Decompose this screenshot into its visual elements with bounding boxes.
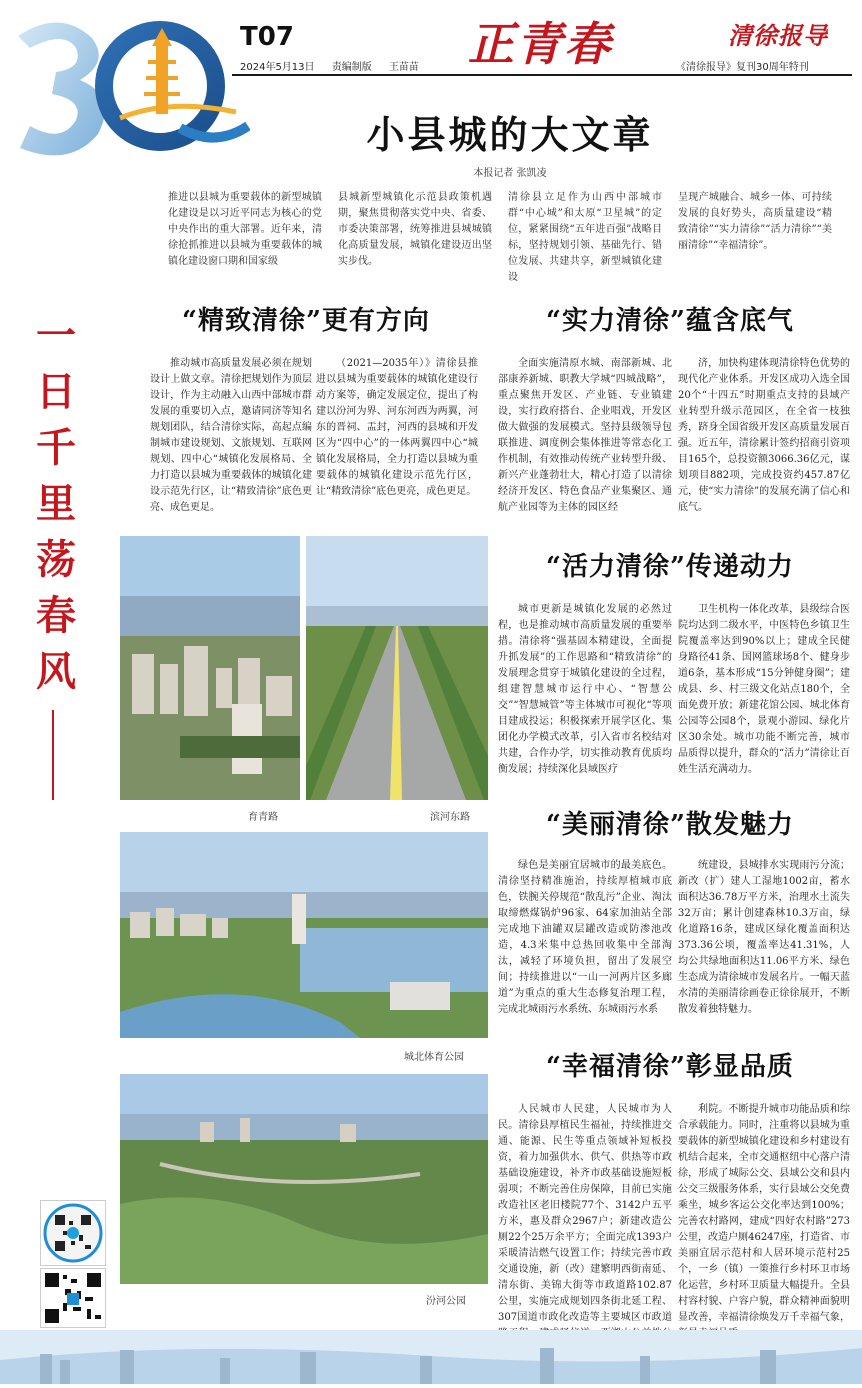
paragraph: （2021—2035年）》清徐县推进以县城为重要载体的城镇化建设行动方案等，确定发展定位，提出了构建以汾河为界、河东河西为两翼，河东的晋祠、盂封，河西的县城和开发区为“四中心”的一体两翼四中心“城镇化发展格局，全力打造以县城为重要载体的城镇化建设示范先行区，让“精致清徐”底色更亮，成色更足。: [316, 358, 478, 497]
side-title-char: 里: [36, 480, 76, 527]
section-title-shili: “实力清徐”蕴含底气: [546, 306, 794, 336]
photo-chengbei-sports-park: [120, 832, 488, 1038]
app-qr-icon[interactable]: [40, 1268, 106, 1328]
caption-photo-2: 滨河东路: [430, 812, 470, 823]
intro-col-1: 推进以县城为重要载体的新型城镇化建设是以习近平同志为核心的党中央作出的重大部署。近年来，清徐抢抓推进以县城为重要载体的城镇化建设窗口期和国家级: [168, 192, 322, 267]
caption-photo-1: 育青路: [248, 812, 278, 823]
editor-name: 王苗苗: [388, 62, 419, 73]
headline: 小县城的大文章: [366, 112, 654, 157]
section-huoli-col-2: [678, 602, 850, 778]
section-title-xingfu: “幸福清徐”彰显品质: [546, 1052, 794, 1082]
paragraph: 城市更新是城镇化发展的必然过程，也是推动城市高质量发展的重要举措。清徐将“强基固本精建设，全面提升抓发展”的工作思路和“精致清徐”的发展理念贯穿于城镇化建设的全过程，组建智慧城市运行中心、“智慧公交”“智慧城管”等主体城市可视化“等项目建成投运；积极探索开展学区化、集团化办学模式改革，引入省市名校结对共建，合作办学，切实推动教育优质均衡发展；持续深化县域医疗: [498, 604, 672, 775]
section-jingzhi-col-1: [150, 356, 312, 516]
section-huoli-col-1: [498, 602, 672, 778]
photo-binhe-east-road: [306, 536, 488, 800]
paragraph: 绿色是美丽宜居城市的最美底色。清徐坚持精准施治，持续厚植城市底色，铁腕关停规范“散乱污”企业、淘汰取缔燃煤锅炉96家、64家加油站全部完成地下油罐双层罐改造或防渗池改造，4.3米集中总热回收集中全部淘汰，减轻了环境负担，留出了发展空间；持续推进以“一山一河两片区多廊道”为重点的重大生态修复治理工程，完成北城雨污水系统、东城雨污水系: [498, 860, 672, 1015]
intro-col-2: 县城新型城镇化示范县政策机遇期，聚焦贯彻落实党中央、省委、市委决策部署，统筹推进县城城镇化高质量发展，城镇化建设迈出坚实步伐。: [338, 192, 492, 267]
caption-photo-4: 汾河公园: [426, 1296, 466, 1307]
side-title-char: 春: [36, 592, 76, 639]
vertical-side-title: [28, 308, 84, 700]
section-meili-col-2: [678, 858, 850, 1018]
side-title-char: 千: [36, 424, 76, 471]
side-title-char: 一: [36, 312, 76, 359]
paragraph: 卫生机构一体化改革，县级综合医院均达到二级水平，中医特色乡镇卫生院覆盖率达到90%以上；建成全民健身路径41条、国网篮球场8个、健身步道6条，基本形成“15分钟健身圈”；建成县、乡、村三级文化站点180个，全面免费开放；新建花馆公园、城北体育公园等公园8个，景观小游园、绿化片区30余处。城市功能不断完善，城市品质得以提升，群众的“活力”清徐让百姓生活充满动力。: [678, 604, 850, 775]
side-red-rule: [52, 710, 54, 800]
special-issue-label: 《清徐报导》复刊30周年特刊: [676, 62, 809, 73]
paragraph: 统建设，县城排水实现雨污分流；新改（扩）建人工湿地1002亩，蓄水面积达36.78万平方米，治理水土流失32万亩；累计创建森林10.3万亩，绿化道路16条，建成区绿化覆盖面积达373.36公顷，覆盖率达41.31%，人均公共绿地面积达11.06平方米、绿色生态成为清徐城市发展名片。一幅天蓝水清的美丽清徐画卷正徐徐展开，不断散发着独特魅力。: [678, 860, 850, 1015]
byline: 本报记者 张凯凌: [473, 168, 547, 179]
side-title-char: 日: [36, 368, 76, 415]
paragraph: 利院。不断提升城市功能品质和综合承载能力。同时，注重将以县城为重要载体的新型城镇化建设和乡村建设有机结合起来，全市交通枢纽中心落户清徐，形成了城际公交、县域公交和县内公交三级服务体系，实行县域公交免费乘坐，城乡客运公交化率达到100%；完善农村路网，建成“四好农村路”273公里，改造户厕46247座，打造省、市美丽宜居示范村和人居环境示范村25个，一乡（镇）一策推行乡村环卫市场化运营，乡村环卫质量大幅提升。全县村容村貌、户容户貌，群众精神面貌明显改善，幸福清徐焕发万千幸福气象，: [678, 1104, 850, 1323]
section-title-meili: “美丽清徐”散发魅力: [546, 810, 794, 840]
paper-name: 清徐报导: [728, 21, 828, 50]
intro-col-3: 清徐县立足作为山西中部城市群“中心城”和太原“卫星城”的定位，紧紧围绕“五年进百强”战略目标，坚持规划引领、基础先行、错位发展、共建共享，新型城镇化建设: [508, 192, 662, 283]
paragraph: 济，加快构建体现清徐特色优势的现代化产业体系。开发区成功入选全国20个“十四五”时期重点支持的县域产业转型升级示范园区，在全省一枝独秀，跻身全国省级开发区高质量发展百强。近五年，清徐累计签约招商引资项目165个，总投资额3066.36亿元，谋划项目882项，完成投资约457.87亿元，使“实力清徐”的发展充满了信心和底气。: [678, 358, 850, 513]
section-title-jingzhi: “精致清徐”更有方向: [182, 306, 430, 336]
editor-label: 责编制版: [331, 62, 372, 73]
dateline: [240, 58, 433, 73]
bottom-skyline-band: [0, 1330, 862, 1384]
column-title: 正青春: [468, 17, 612, 71]
paragraph: 推动城市高质量发展必须在规划设计上做文章。清徐把规划作为顶层设计，作为主动融入山西中部城市群发展的重要切入点，邀请同济等知名规划团队，结合清徐实际，高起点编制城市建设规划、文旅规划、互联网规划、四中心“城镇化发展格局、全力打造以县城为重要载体的城镇化建设示范先行区，让“精致清徐”底色更亮、成色更足。: [150, 358, 312, 513]
wechat-qr-icon[interactable]: [40, 1200, 106, 1266]
photo-fenhe-park: [120, 1074, 488, 1284]
anniversary-30-logo: [0, 8, 250, 168]
issue-date: 2024年5月13日: [240, 62, 315, 73]
caption-photo-3: 城北体育公园: [404, 1052, 464, 1063]
section-meili-col-1: [498, 858, 672, 1018]
paragraph: 全面实施清原水城、南部新城、北部康养新城、职教大学城“四城战略”，重点聚焦开发区、产业链、专业镇建设，实行政府搭台、企业唱戏，开发区做大做强的发展模式。坚持县级领导包联推进、调度例会集体推进等常态化工作机制，有效推动传统产业转型升级、新兴产业蓬勃壮大，精心打造了以清徐经济开发区、特色食品产业集聚区、通航产业园等为主体的园区经: [498, 358, 672, 513]
section-xingfu-col-2: [678, 1102, 850, 1342]
photo-yuqing-road: [120, 536, 300, 800]
section-xingfu-col-1: [498, 1102, 672, 1358]
section-shili-col-1: [498, 356, 672, 516]
section-shili-col-2: [678, 356, 850, 516]
page-code: T07: [240, 22, 294, 52]
section-title-huoli: “活力清徐”传递动力: [546, 552, 794, 582]
side-title-char: 风: [36, 648, 76, 695]
paragraph: 人民城市人民建，人民城市为人民。清徐县厚植民生福祉，持续推进交通、能源、民生等重点领域补短板投资，着力加强供水、供气、供热等市政基础设施建设，补齐市政基础设施短板弱项；不断完善住房保障，目前已实施改造社区老旧楼院77个、3142户五平方米，惠及群众2967户；新建改造公厕22个25万余平方；全面完成1393户采暖清洁燃气设置工作；持续完善市政交通设施，新（改）建繁明西街南延、清东街、美锦大街等市政道路102.87公里，实施完成规划四条街北延工程、307国道市政化改造等主要城区市政道: [498, 1104, 672, 1323]
header-rule: [232, 74, 852, 76]
intro-col-4: 呈现产城融合、城乡一体、可持续发展的良好势头，高质量建设“精致清徐”“实力清徐”“活力清徐”“美丽清徐”“幸福清徐”。: [678, 192, 832, 251]
side-title-char: 荡: [36, 536, 76, 583]
section-jingzhi-col-2: [316, 356, 478, 500]
